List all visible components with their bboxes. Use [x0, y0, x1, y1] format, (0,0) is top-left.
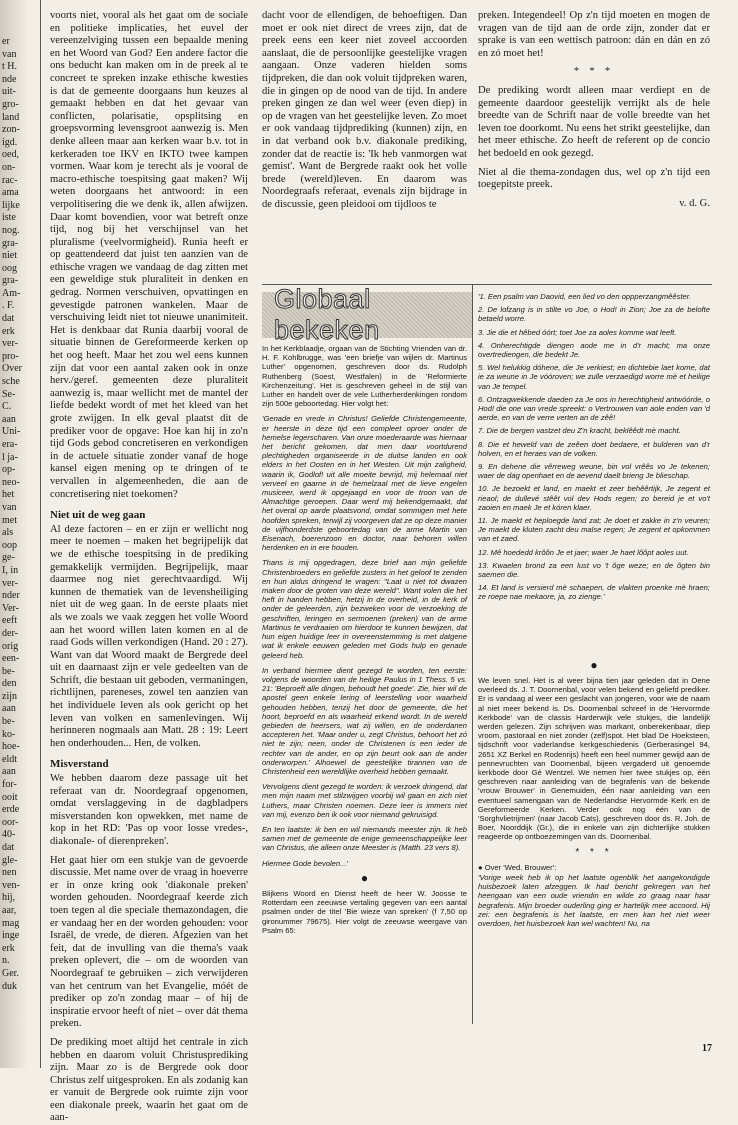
left-fragment-line: C.	[2, 401, 12, 413]
col3-paragraph: Niet al die thema-zondagen dus, wel op z'n tijd een toegepitste preek.	[478, 166, 710, 191]
col1-paragraph: We hebben daarom deze passage uit het referaat van dr. Noordegraaf opgenomen, omdat verslaggeving in de dagbladpers misverstanden kon opwekken, met name de kop in het RD: 'Pas op voor losse vredes-, diakonale- of dierenpreken'.	[50, 773, 248, 847]
left-fragment-line: er	[2, 36, 10, 47]
left-fragment-line: neo-	[2, 476, 20, 488]
letter-paragraph: En ten laatste: ik ben en wil niemands meester zijn. Ik heb samen met de gemeente de enige gemeenschappelijke leer van Christus, die alleen onze Meester is (Matth. 23 vers 8).	[262, 824, 467, 853]
psalm-verse: 14. Et land is versierd mè schaepen, de vlakten proenke mè hraen; ze roepe nae mekaore, ja, zo zienge.'	[478, 583, 710, 602]
left-fragment-line: oog	[2, 262, 17, 274]
left-fragment-line: ven-	[2, 879, 20, 891]
psalm-verse: 11. Je maekt et heploegde land zat; Je doet et zakke in z'n veuren; Je maekt de kluten zacht deu malse regen; Je zegent et opkommen van et zaed.	[478, 516, 710, 544]
letter-paragraph: In verband hiermee dient gezegd te worden, ten eerste: volgens de woorden van de heilige Paulus in 1 Thess. 5 vs. 21: 'Beproeft alle dingen, behoudt het goede'. Zie, hier wil de apostel geen enkele lering of leerstelling voor waarheid gehouden hebben, tenzij het door de gemeente, die het hoort, beproefd en als waarheid erkend wordt. In de wereld gebieden de heersers, wat zij willen, en de onderdanen accepteren het. 'Maar onder u, zegt Christus, behoort het zó niet te zijn; neen, onder de Christenen is een ieder de rechter van de ander, en op zijn beurt ook aan de ander onderworpen.' Alhoewel de geestelijke tirannen van de Christenheid een wereldlijke overheid hebben gemaakt.	[262, 665, 467, 776]
bullet-divider: ●	[360, 870, 369, 885]
left-fragment-line: igd.	[2, 136, 18, 148]
gutter-rule	[40, 0, 41, 1068]
col1-paragraph: voorts niet, vooral als het gaat om de sociale en politieke implicaties, het euvel der vereenzelviging tussen een bepaalde mening en het Woord van God? Een andere factor die ons beducht kan maken om in de preek al te concreet te spreken inzake ethische kwesties is dat de gemeente doorgaans hun keuzes al gemaakt hebben en dat het gevaar van conflicten, polarisatie, opsplitsing en groepsvorming levensgroot aanwezig is. Men denke alleen maar aan kerken waar b.v. tot in kerkeraden toe IKV en IKTO twee kampen vormen. Waar kom je terecht als je vooral de macro-ethische toespitsing gaat maken? Wij weten doorgaans het antwoord: in een verpolitisering die we denk ik, allen afwijzen. Daar komt bovendien, voor wat betreft onze tijd, nog bij het verschijnsel van het pluralisme (veelvormigheid). Runia heeft er op geattendeerd dat juist ten aanzien van de ethische vragen we vandaag de dag zitten met een geweldige stuk pluraliteit in denken en gedrag. Normen verschuiven, opvattingen en gevestigde patronen wankelen. Maar de verschuiving leidt niet tot nieuwe unanimiteit. Het is denkbaar dat Runia daarbij vooral de situatie binnen de Gereformeerde kerken op het oog heeft. Maar het zou wel eens kunnen zijn dat voor een aantal zaken ook in onze herv./geref. gemeenten deze pluraliteit aanwezig is, maar wellicht met de mantel der liefde bedekt wordt of met het kleed van het grote zwijgen. In elk geval plaatst dit de prediker voor de opgave: Hoe kan hij in zo'n tijd Gods gebod concretiseren en verkondigen in de actuele situatie zonder vanaf de hoge kansel eigen mening op te dringen of te vervallen in algemeenheden, die aan de concretisering niet toekomen?	[50, 10, 248, 500]
signature: v. d. G.	[679, 197, 710, 209]
left-fragment-line: ver-	[2, 577, 18, 589]
left-fragment-line: zijn	[2, 690, 17, 702]
section-stars: * * *	[575, 846, 613, 858]
left-fragment-line: aar,	[2, 904, 17, 916]
col1-heading-misverstand: Misverstand	[50, 758, 109, 771]
left-fragment-line: van	[2, 501, 17, 513]
left-fragment-line: n.	[2, 955, 10, 967]
psalm-verse: 9. En dehene die vêrreweg weune, bin vol vrêês vo Je tekenen; waer de dag openhaet en de aevend daelt brieng Je blieschap.	[478, 462, 710, 481]
left-fragment-line: for-	[2, 779, 17, 791]
left-fragment-line: be-	[2, 665, 15, 677]
globaal-bekeken-title: Globaal bekeken	[274, 284, 380, 345]
col3-paragraph: De prediking wordt alleen maar verdiept en de gemeente daardoor geestelijk verrijkt als de hele breedte van de Schrift naar de volle breedte van het leven toe doorkomt. Nu eens het strikt geestelijke, dan het meer ethische. Zo heeft de referent op de concio het bedoeld en ook gezegd.	[478, 84, 710, 159]
left-fragment-line: duk	[2, 980, 17, 992]
section-stars: * * *	[574, 66, 614, 78]
left-fragment-line: nder	[2, 590, 20, 602]
left-page-fragments	[2, 36, 36, 993]
left-fragment-line: Over	[2, 363, 22, 375]
left-fragment-line: erk	[2, 942, 15, 954]
col1-heading-niet-uit-de-weg: Niet uit de weg gaan	[50, 509, 146, 522]
left-fragment-line: be-	[2, 716, 15, 728]
left-fragment-line: rac-	[2, 174, 18, 186]
left-fragment-line: era-	[2, 439, 18, 450]
luther-letter	[262, 414, 467, 867]
left-fragment-line: erk	[2, 325, 15, 337]
globaal-intro: In het Kerkblaadje, orgaan van de Stichting Vrienden van dr. H. F. Kohlbrugge, was 'een briefje van wijlen dr. Martinus Luther' opgenomen, geschreven door ds. Rudolph Ruthenberg (Soest, Westfalen) in de 'Reformierte Kirchenzeitung'. Het is geschreven geheel in de stijl van Luther en handelt over de vele Lutherherdenkingen rondom zijn 500e geboortedag. Hier volgt het:	[262, 344, 467, 409]
left-fragment-line: niet	[2, 250, 17, 262]
letter-paragraph: Vervolgens dient gezegd te worden: ik verzoek dringend, dat men mijn naam met stilzwijgen voorbij wil gaan en zich niet Luthers, maar Christen noemen. Deze leer is immers niet van mij, evenzo ben ik ook voor niemand gekruisigd.	[262, 782, 467, 819]
left-fragment-line: uit-	[2, 86, 16, 98]
left-fragment-line: Uni-	[2, 426, 21, 438]
left-fragment-line: van	[2, 48, 17, 60]
letter-paragraph: Thans is mij opgedragen, deze brief aan mijn geliefde Christenbroeders en geliefde zusters in het geloof te zenden en hun aldus dringend te vragen: "Laat u niet tot dwazen maken door de groten van deze wereld". Want volen die het heft in handen hebben, hetzij in de overheid, in de kerk of onder de geleerden, zijn bezweken voor de verzoeking de geschriften, leringen en sermoenen (preken) van de arme Martinus te verdraaien om hierdoor te kunnen bewijzen, dat hun eigen huidige leer in overeenstemming is met datgene wat ik enkele eeuwen geleden met Gods hulp en genade geleerd heb.	[262, 558, 467, 660]
left-fragment-line: gra-	[2, 275, 19, 287]
left-fragment-line: . F.	[2, 300, 15, 312]
letter-closing: Hiermee Gode bevolen...'	[262, 858, 348, 868]
psalm-verse: 4. Onherechtigde diengen aode me in d'r macht; ma onze overtrediengen, die bedekt Je.	[478, 340, 710, 360]
left-fragment-line: ooit	[2, 791, 18, 803]
psalm-intro: Blijkens Woord en Dienst heeft de heer W. Joosse te Rotterdam een zeeuwse vertaling gegeven van een aantal psalmen onder de titel 'Bie wieze van spreken' (f 7,50 op gironummer 79675). Hier volgt de zeeuwse weergave van Psalm 65:	[262, 888, 467, 935]
left-fragment-line: oor-	[2, 816, 19, 828]
col3-paragraph: preken. Integendeel! Op z'n tijd moeten en mogen de vragen van de tijd aan de orde zijn, zonder dat er sprake is van een wettisch patroon: dán en dán en zó en zó moet het!	[478, 10, 710, 59]
left-fragment-line: Ver-	[2, 602, 20, 614]
left-fragment-line: gra-	[2, 237, 19, 249]
news-subheading: ● Over 'Wed. Brouwer':	[478, 862, 557, 872]
left-fragment-line: inge	[2, 930, 20, 942]
col2-paragraph: dacht voor de ellendigen, de behoeftigen. Dan moet er ook niet direct de vrees zijn, dat de preek eens een keer niet zoveel accoorden aanslaat, die de persoonlijke geestelijke vragen aangaan. Onze vaderen hielden soms tijdpreken, die dan ook voluit tijdpreken waren, die in gingen op de nood van de tijd. In andere preken gingen ze dan wel weer (even diep) in op de vragen van het geestelijke leven. Zo moet er ook vandaag tijdprediking (kunnen) zijn, en in dat verband ook b.v. diakonale prediking, zonder dat de reactie is: 'Ik heb vanmorgen wat gemist'. Want de Bergrede raakt ook het volle brede (wereld)leven. En daarom was Noordegraafs referaat, evenals zijn bijdrage in de discussie, geen pleidooi om tijdloos te	[262, 10, 467, 210]
left-fragment-line: t H.	[2, 61, 17, 73]
left-fragment-line: l ja-	[2, 451, 18, 463]
psalm-verse: 6. Ontzagwekkende daeden za Je ons in herechtigheid antwóórde, o Hod! die one van vrede spreekt: o Vertrouwen van aole enden van 'd aerde, en van de verre verten an de zêê!	[478, 394, 710, 423]
column-2-globaal	[262, 344, 467, 1059]
left-fragment-line: I, in	[2, 564, 19, 576]
left-fragment-line: als	[2, 527, 14, 539]
left-fragment-line: ko-	[2, 728, 16, 740]
psalm-verse: 13. Kwaelen brond za een lust vo 't ôge weze; en de ôgten bin saemen die.	[478, 560, 710, 580]
left-fragment-line: gro-	[2, 98, 19, 110]
left-fragment-line: een-	[2, 653, 20, 665]
column-3-top	[478, 10, 710, 280]
left-fragment-line: eldt	[2, 753, 17, 765]
left-fragment-line: aan	[2, 413, 16, 425]
column-2-top	[262, 10, 467, 280]
left-fragment-line: sche	[2, 376, 20, 388]
psalm-65-zeeuws	[478, 292, 710, 642]
left-fragment-line: erde	[2, 804, 20, 816]
col1-paragraph: De prediking moet altijd het centrale in zich hebben en daarom voluit Christusprediking zijn. Maar zo is de Bergrede ook door Christus zelf uitgesproken. En als zodanig kan er vanuit de Bergrede ook ruimte zijn voor een diakonale preek, waarin het gaat om de aan-	[50, 1036, 248, 1124]
left-fragment-line: Se-	[2, 388, 16, 400]
left-fragment-line: het	[2, 489, 15, 501]
left-fragment-line: den	[2, 678, 17, 690]
col1-paragraph: Het gaat hier om een stukje van de gevoerde discussie. Met name over de vraag in hoeverre er in onze kring ook 'diakonale preken' worden gehouden. Noordegraaf keerde zich toen tegen al die speciale themazondagen, die er vandaag her en der worden gehouden: voor Israël, de vrede, de dieren. Afgezien van het feit, dat de invulling van die thema's vaak preken oplevert, die – om de woorden van Noordegraaf te gebruiken – zich verwijderen van het centrum van het Evangelie, móét de prediker op zo'n zondag maar – of hij de inspiratie ervoor heeft of niet – over dát thema preken.	[50, 854, 248, 1030]
bullet-divider: ●	[590, 658, 598, 672]
left-fragment-line: aan	[2, 766, 16, 778]
left-fragment-line: 40-	[2, 829, 16, 841]
left-fragment-line: ver-	[2, 338, 18, 350]
psalm-verse: 12. Mê hoededd krôôn Je et jaer; waer Je haet lôôpt aoles uut.	[478, 547, 689, 557]
col1-paragraph: Al deze factoren – en er zijn er wellicht nog meer te noemen – maken het begrijpelijk dat we de ethische toespitsing in de prediking gemakkelijk vermijden. Begrijpelijk, maar daarmee nog niet gerechtvaardigd. Wij kunnen de thematiek van de levensheiliging niet uit de weg gaan. In de eerste plaats niet als we zoals we vaak zeggen het volle Woord aan het woord willen laten komen en al de raad Gods willen verkondigen (Hand. 20 : 27). Want van dat Woord maakt de Bergrede deel uit en daarnaast zijn er vele gedeelten van de Schrift, die bestaan uit geboden, vermaningen, richtlijnen, pareneses, zowel ten aanzien van het individuele leven als ook gericht op het leven van volken en samenlevingen. Wij herinneren nogmaals aan Matt. 28 : 19: Leert hen onderhouden... Hen, de volken.	[50, 523, 248, 749]
left-fragment-line: Am-	[2, 287, 21, 299]
left-fragment-line: aan	[2, 703, 16, 715]
left-fragment-line: iste	[2, 212, 16, 224]
left-fragment-line: oed,	[2, 149, 19, 161]
news-paragraph: We leven snel. Het is al weer bijna tien jaar geleden dat in Oene overleed ds. J. T. Doornenbal, voor velen bekend en geliefd prediker. Er is vandaag al weer een geslacht van jongeren, voor wie de naam al niet meer bekend is. Ds. Doornenbal schreef in de 'Hervormde Kerkbode' van de classis Harderwijk vele stukjes, die landelijk werden gelezen. Zijn schrijven was markant, onberekenbaar, diep vroom, pastoraal en niet zonder (zelf)spot. Het blad De Hoeksteen, tijdschrift voor vaderlandse kerkgeschiedenis (Gerberasingel 94, 2651 XZ Berkel en Rodenrijs) heeft een heel nummer gewijd aan de pennevruchten van Doornenbal, bijeen vergaderd uit genoemde kerkbode door Gé Wentzel. We nemen hier twee stukjes op, één geschreven naar aanleiding van de begrafenis van de bekende 'vrouw Brouwer' in Genemuiden, één naar aanleiding van een eventueel samengaan van de Nederlandse Hervormde Kerk en de Gereformeerde Kerken. Verder ook nog één van de 'Sorghvlietrijmen' (naar Jacob Cats), geschreven door ds. R. Joh. de Boer, Noorddijk (Gr.), die in enkele van zijn dichterlijke stukken reageerde op ontboezemingen van ds. Doornenbal.	[478, 676, 710, 842]
column-3-doornenbal	[478, 676, 710, 1036]
left-fragment-line: hoe-	[2, 741, 20, 753]
column-1	[50, 10, 248, 1124]
psalm-verse: 3. Jie die et hêbed óórt; toet Joe za aoles komme wat leeft.	[478, 327, 677, 337]
left-fragment-line: met	[2, 514, 17, 526]
left-fragment-line: dat	[2, 842, 15, 853]
left-fragment-line: der-	[2, 627, 18, 639]
left-fragment-line: nen	[2, 867, 17, 879]
left-fragment-line: gle-	[2, 854, 18, 866]
left-fragment-line: eeft	[2, 615, 17, 627]
letter-paragraph: 'Genade en vrede in Christus! Geliefde Christengemeente, er heerste in deze tijd een compleet oproer onder de hemelse legerscharen. Van onze moederaarde was hiernaar het bericht gekomen, dat men daar voortdurend plechtigheden organiseerde in de duitse landen en ook elders in het Oosten en in het Westen. Uit mijn zaligheid, waarin ik, Godlof! uit alle moeite bevrijd, mij helemaal niet verveel en gaarne in de hemelzaal met de lieve engelen musiceer, werd ik opgejaagd en voor de troon van de Almachtige geroepen. Daar werd mij bekendgemaakt, dat het overal op aarde plaatsvond, omdat sommigen met hete hoofden spreken, terwijl zij voorgeven dat ze op deze manier de vijfhonderdste geboortedag van de arme Martin van Eisenach, boerenzoon en doctor, naar behoren willen herdenken en in ere houden.	[262, 414, 467, 553]
left-fragment-line: nog.	[2, 224, 20, 236]
left-fragment-line: land	[2, 111, 20, 123]
column-rule	[472, 284, 473, 1024]
news-quote: 'Vorige week heb ik op het laatste ogenblik het aangekondigde huisbezoek laten afzeggen. Ik had bericht gekregen van het heengaan van een oude vriendin en wilde zo graag naar haar begrafenis. Mijn broeder ouderling ging er hartelijk mee accoord. Hij zei: een begrafenis is het laatste, en men kan het niet weer overdoen, het huisbezoek kan wel wachten! Nu, na	[478, 873, 710, 929]
left-fragment-line: op-	[2, 464, 16, 476]
psalm-verse: '1. Een psalm van Daovid, een lied vo den oppperzangmêêster.	[478, 292, 692, 301]
left-fragment-line: dat	[2, 313, 15, 325]
left-fragment-line: pro-	[2, 350, 19, 362]
left-fragment-line: mag	[2, 917, 20, 929]
left-fragment-line: ama	[2, 187, 19, 199]
left-fragment-line: Ger.	[2, 967, 19, 979]
page-number: 17	[702, 1043, 712, 1054]
globaal-bekeken-banner	[262, 284, 472, 345]
left-fragment-line: zon-	[2, 124, 20, 136]
left-fragment-line: on-	[2, 161, 16, 173]
left-fragment-line: orig	[2, 640, 19, 652]
psalm-verse: 5. Wel helukkig dóhene, die Je verkiest; en dichtebie laet kome, dat ie za weune in Je vóóroven; we zulle verzaedigd worre mè et heilige van Je tempel.	[478, 363, 710, 391]
left-fragment-line: ge-	[2, 552, 15, 564]
left-fragment-line: hij,	[2, 892, 16, 904]
left-fragment-line: oop	[2, 539, 17, 551]
psalm-verse: 10. Je bezoekt et land, en maekt et zeer behêêrtijk, Je zegent et rieaol; de dullevé stêêt vol dev Hods regen; zo bereid je et vo't zaoien en maek Je et kóren klaer.	[478, 484, 710, 512]
psalm-verse: 2. De lofzang is in stilte vo Joe, o Hod! in Zion; Joe za de belofte betaeld worre.	[478, 305, 710, 324]
psalm-verse: 8. Die et heweld van de zeêen doet bedaere, et bulderen van d'r holven, en et heraes van de volken.	[478, 439, 710, 458]
left-fragment-line: nde	[2, 73, 17, 85]
left-fragment-line: lijke	[2, 199, 20, 211]
psalm-verse: 7. Die de bergen vastzet deu Z'n kracht, beklêêdt mè macht.	[478, 426, 681, 436]
